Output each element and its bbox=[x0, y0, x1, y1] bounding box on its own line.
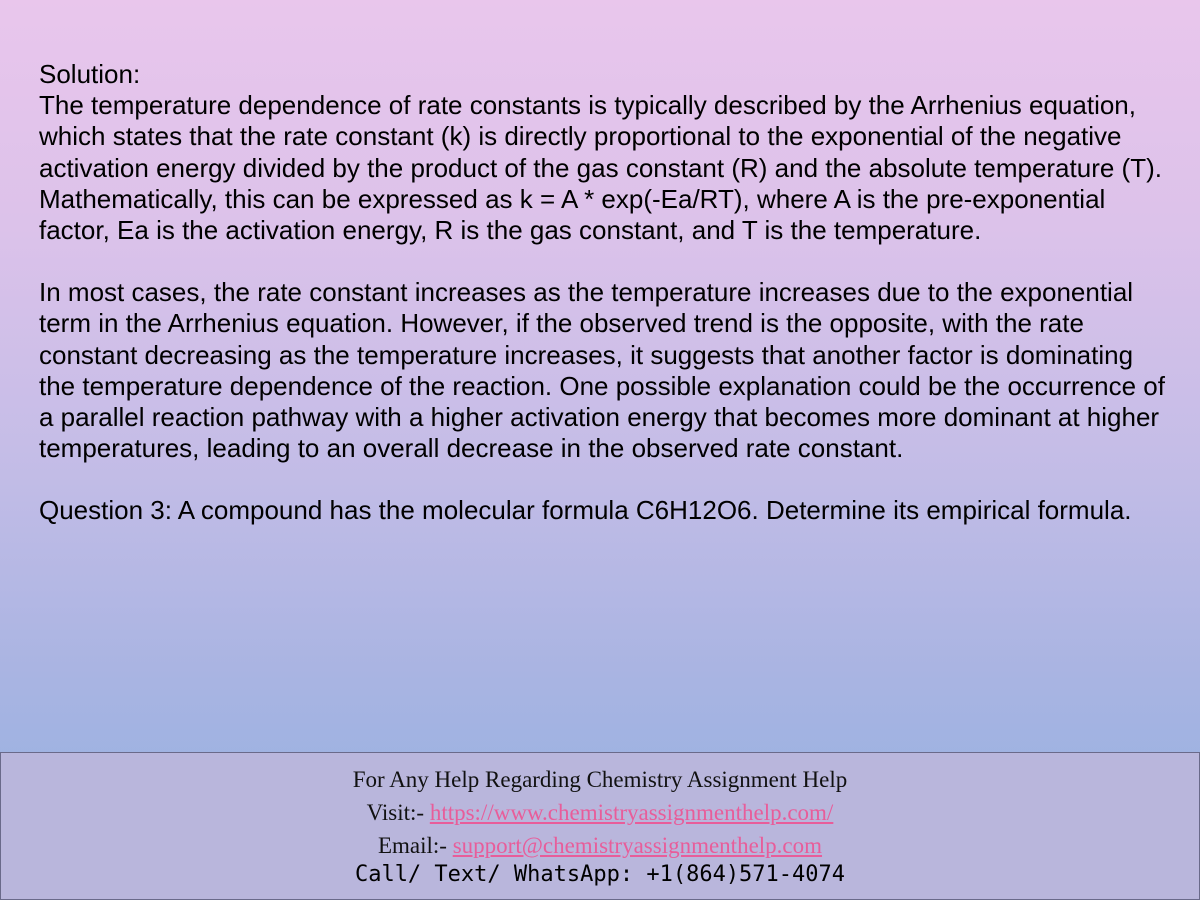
website-link[interactable]: https://www.chemistryassignmenthelp.com/ bbox=[429, 800, 834, 825]
paragraph-spacer bbox=[39, 464, 1169, 495]
question-text: Question 3: A compound has the molecular formula C6H12O6. Determine its empirical formula. bbox=[39, 495, 1132, 526]
visit-label: Visit:- bbox=[366, 800, 430, 825]
email-link[interactable]: support@chemistryassignmenthelp.com bbox=[452, 833, 823, 858]
email-label: Email:- bbox=[377, 833, 453, 858]
footer-contact-line: Call/ Text/ WhatsApp: +1(864)571-4074 bbox=[354, 862, 846, 887]
footer-tagline: For Any Help Regarding Chemistry Assignment Help bbox=[352, 767, 848, 792]
paragraph-spacer bbox=[39, 246, 1169, 277]
footer-visit-line bbox=[1, 796, 1199, 829]
solution-heading: Solution: bbox=[39, 59, 141, 89]
footer-email-line bbox=[1, 829, 1199, 862]
solution-paragraph-2: In most cases, the rate constant increases as the temperature increases due to the exponential term in the Arrhenius equation. However, if the observed trend is the opposite, with the rate constant decreasing as the temperature increases, it suggests that another factor is dominating the temperature dependence of the reaction. One possible explanation could be the occurrence of a parallel reaction pathway with a higher activation energy that becomes more dominant at higher temperatures, leading to an overall decrease in the observed rate constant. bbox=[39, 277, 1165, 464]
slide-body bbox=[39, 59, 1169, 527]
contact-footer bbox=[0, 752, 1200, 900]
solution-paragraph-1: The temperature dependence of rate constants is typically described by the Arrhenius equation, which states that the rate constant (k) is directly proportional to the exponential of the negative activation energy divided by the product of the gas constant (R) and the absolute temperature (T). Mathematically, this can be expressed as k = A * exp(-Ea/RT), where A is the pre-exponential factor, Ea is the activation energy, R is the gas constant, and T is the temperature. bbox=[39, 90, 1162, 246]
